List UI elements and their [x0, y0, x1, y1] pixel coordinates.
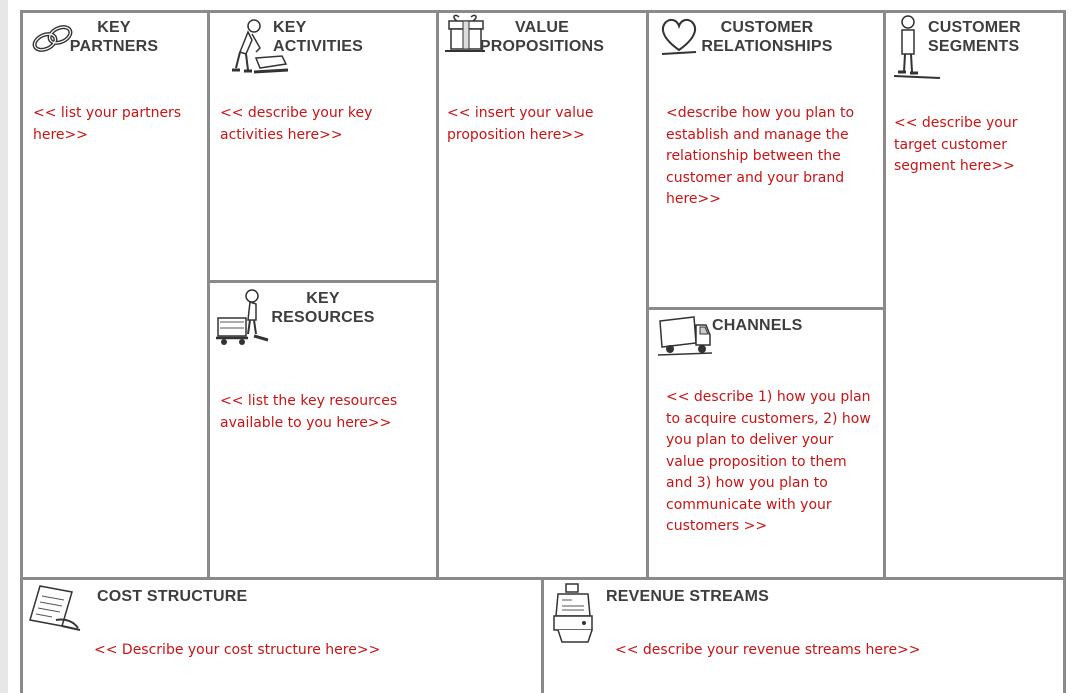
- key-partners-title-line2: PARTNERS: [69, 38, 159, 55]
- key-activities-title: [273, 18, 363, 56]
- divider-value-relationships: [646, 10, 649, 580]
- customer-segments-title-line1: CUSTOMER: [928, 19, 1021, 36]
- delivery-truck-icon: [656, 313, 714, 357]
- key-activities-title-line1: KEY: [273, 19, 307, 36]
- key-activities-description[interactable]: << describe your key activities here>>: [220, 105, 373, 143]
- cost-structure-title: COST STRUCTURE: [97, 588, 248, 605]
- channels-description[interactable]: << describe 1) how you plan to acquire customers, 2) how you plan to deliver your value proposition to them and 3) how you plan to communicate with your customers >>: [666, 389, 871, 534]
- cost-structure-description[interactable]: << Describe your cost structure here>>: [94, 642, 381, 658]
- divider-activities-value: [436, 10, 439, 580]
- key-partners-title: [64, 18, 164, 56]
- grid-top-border: [20, 10, 1066, 13]
- divider-relationships-segments: [883, 10, 886, 580]
- key-resources-title: [263, 289, 383, 327]
- key-activities-title-line2: ACTIVITIES: [273, 38, 364, 55]
- key-partners-title-line1: KEY: [97, 19, 131, 36]
- divider-relationships-channels: [646, 307, 886, 310]
- divider-partners-activities: [207, 10, 210, 580]
- channels-title: CHANNELS: [712, 317, 803, 334]
- key-resources-title-line1: KEY: [306, 290, 340, 307]
- customer-segments-title-line2: SEGMENTS: [928, 38, 1020, 55]
- key-resources-description[interactable]: << list the key resources available to you here>>: [220, 393, 398, 431]
- divider-cost-revenue: [541, 577, 544, 693]
- value-propositions-title-line1: VALUE: [514, 19, 570, 36]
- left-margin-bar: [0, 0, 8, 693]
- value-propositions-title: [472, 18, 612, 56]
- divider-activities-resources: [207, 280, 439, 283]
- value-propositions-description[interactable]: << insert your value proposition here>>: [447, 105, 594, 143]
- customer-relationships-description[interactable]: <describe how you plan to establish and manage the relationship between the customer and your brand here>>: [666, 105, 855, 207]
- key-resources-title-line2: RESOURCES: [271, 309, 375, 326]
- heart-icon: [658, 16, 700, 56]
- value-propositions-title-line2: PROPOSITIONS: [479, 38, 605, 55]
- grid-right-border: [1063, 10, 1066, 693]
- customer-segments-description[interactable]: << describe your target customer segment here>>: [894, 115, 1018, 174]
- revenue-streams-title: REVENUE STREAMS: [606, 588, 770, 605]
- receipt-icon: [26, 584, 84, 634]
- customer-segments-title: [928, 18, 1021, 56]
- customer-relationships-title-line1: CUSTOMER: [720, 19, 814, 36]
- key-partners-description[interactable]: << list your partners here>>: [33, 105, 182, 143]
- grid-left-border: [20, 10, 23, 693]
- revenue-streams-description[interactable]: << describe your revenue streams here>>: [615, 642, 921, 658]
- customer-relationships-title-line2: RELATIONSHIPS: [701, 38, 833, 55]
- customer-relationships-title: [696, 18, 838, 56]
- cash-register-icon: [548, 582, 596, 644]
